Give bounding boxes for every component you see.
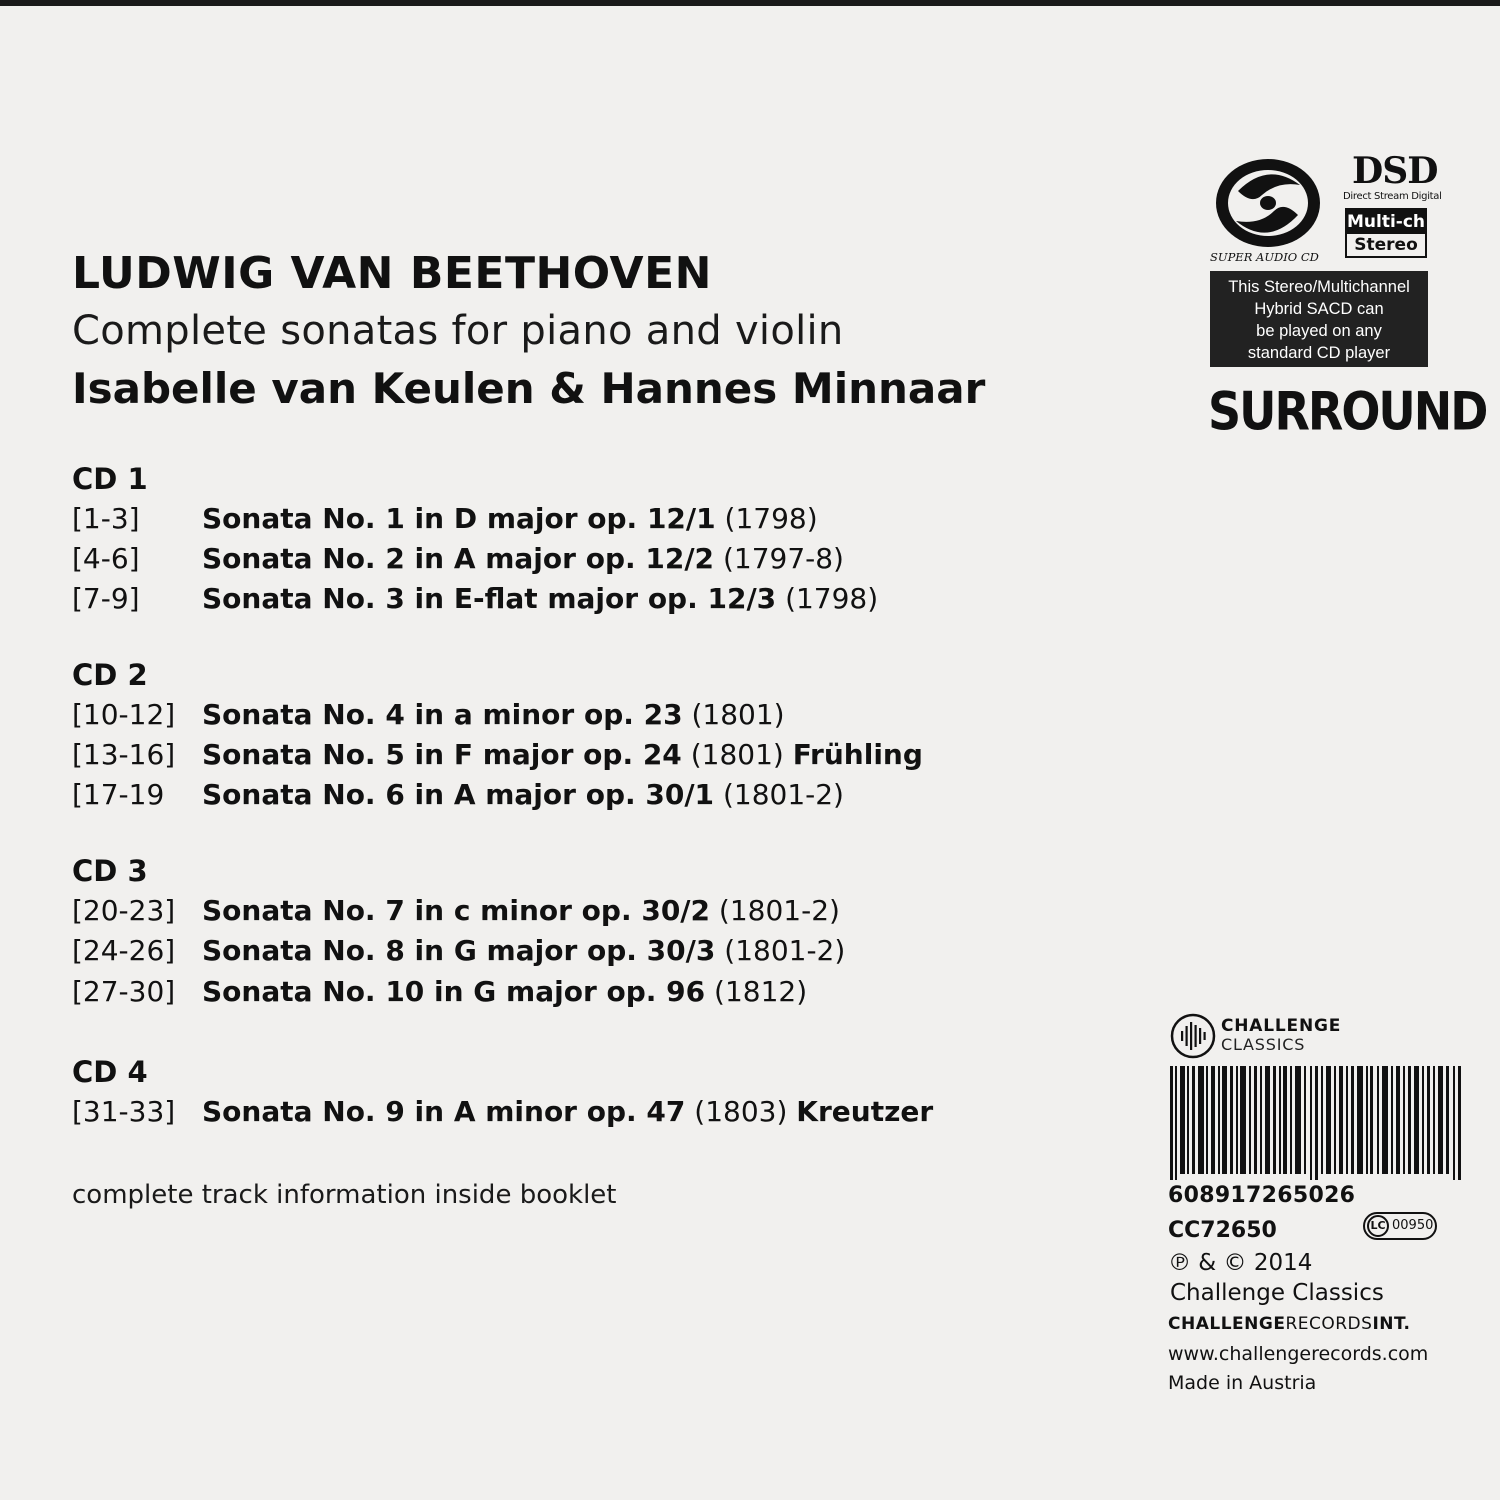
track-year: (1801-2): [718, 894, 840, 927]
top-border: [0, 0, 1500, 6]
track-year: (1797-8): [722, 542, 844, 575]
track-range: [24-26]: [72, 934, 176, 967]
label-name: Challenge Classics: [1170, 1280, 1384, 1306]
track-row: [72, 975, 1052, 1015]
label-logo-line2: CLASSICS: [1221, 1035, 1306, 1054]
records-wordmark: [1168, 1314, 1410, 1334]
barcode-number: 608917265026: [1168, 1183, 1356, 1208]
records-word1: CHALLENGE: [1168, 1314, 1286, 1334]
cd-heading: CD 4: [72, 1055, 148, 1089]
track-row: [72, 894, 1052, 934]
track-row: [72, 542, 1052, 582]
track-title: Sonata No. 3 in E-flat major op. 12/3: [202, 582, 777, 615]
track-title: Sonata No. 8 in G major op. 30/3: [202, 934, 716, 967]
track-row: [72, 582, 1052, 622]
track-year: (1798): [724, 502, 818, 535]
performers: Isabelle van Keulen & Hannes Minnaar: [72, 364, 986, 413]
track-year: (1801-2): [722, 778, 844, 811]
track-row: [72, 738, 1052, 778]
track-range: [7-9]: [72, 582, 140, 615]
multich-label: Multi-ch: [1347, 212, 1426, 232]
track-nickname: Frühling: [792, 738, 923, 771]
cd-heading: CD 2: [72, 658, 148, 692]
booklet-note: complete track information inside booklet: [72, 1180, 617, 1210]
track-row: [72, 934, 1052, 974]
track-year: (1801): [690, 738, 784, 771]
track-range: [27-30]: [72, 975, 176, 1008]
track-title: Sonata No. 1 in D major op. 12/1: [202, 502, 716, 535]
sacd-disc-icon: [1208, 155, 1334, 265]
records-word3: INT.: [1372, 1314, 1411, 1334]
track-title: Sonata No. 5 in F major op. 24: [202, 738, 682, 771]
composer-title: LUDWIG VAN BEETHOVEN: [72, 248, 712, 299]
track-title: Sonata No. 7 in c minor op. 30/2: [202, 894, 711, 927]
records-word2: RECORDS: [1285, 1314, 1373, 1334]
track-row: [72, 1095, 1052, 1135]
track-year: (1801-2): [724, 934, 846, 967]
hybrid-sacd-notice: [1210, 271, 1428, 367]
track-range: [31-33]: [72, 1095, 176, 1128]
sacd-label: SUPER AUDIO CD: [1210, 250, 1319, 264]
track-title: Sonata No. 6 in A major op. 30/1: [202, 778, 715, 811]
track-year: (1798): [785, 582, 879, 615]
track-row: [72, 698, 1052, 738]
country-of-manufacture: Made in Austria: [1168, 1372, 1317, 1394]
surround-logo: SURROUND: [1208, 380, 1487, 443]
track-range: [4-6]: [72, 542, 140, 575]
track-year: (1801): [691, 698, 785, 731]
dsd-logo: DSD: [1352, 150, 1438, 192]
barcode: [1170, 1066, 1466, 1180]
label-code-badge: [1363, 1212, 1437, 1240]
challenge-classics-logo-icon: [1170, 1013, 1216, 1059]
track-row: [72, 502, 1052, 542]
track-range: [13-16]: [72, 738, 176, 771]
copyright-line: ℗ & © 2014: [1168, 1250, 1313, 1276]
catalog-number: CC72650: [1168, 1218, 1277, 1243]
hybrid-line: standard CD player: [1247, 344, 1391, 362]
album-subtitle: Complete sonatas for piano and violin: [72, 308, 844, 354]
track-title: Sonata No. 10 in G major op. 96: [202, 975, 706, 1008]
label-logo-line1: CHALLENGE: [1221, 1016, 1342, 1036]
track-row: [72, 778, 1052, 818]
track-range: [10-12]: [72, 698, 176, 731]
cd-heading: CD 3: [72, 854, 148, 888]
lc-mark: LC: [1367, 1215, 1389, 1237]
website-link[interactable]: www.challengerecords.com: [1168, 1343, 1429, 1365]
track-title: Sonata No. 9 in A minor op. 47: [202, 1095, 686, 1128]
hybrid-line: This Stereo/Multichannel: [1228, 278, 1410, 296]
multichannel-badge: [1345, 208, 1427, 258]
track-title: Sonata No. 2 in A major op. 12/2: [202, 542, 715, 575]
track-range: [17-19: [72, 778, 165, 811]
cd-heading: CD 1: [72, 462, 148, 496]
stereo-label: Stereo: [1354, 235, 1418, 255]
track-title: Sonata No. 4 in a minor op. 23: [202, 698, 683, 731]
dsd-subtitle: Direct Stream Digital: [1343, 191, 1442, 202]
hybrid-line: Hybrid SACD can: [1254, 300, 1384, 318]
track-range: [1-3]: [72, 502, 140, 535]
track-year: (1803): [694, 1095, 788, 1128]
track-range: [20-23]: [72, 894, 176, 927]
track-year: (1812): [714, 975, 808, 1008]
track-nickname: Kreutzer: [796, 1095, 934, 1128]
hybrid-line: be played on any: [1256, 322, 1382, 340]
lc-number: 00950: [1392, 1218, 1434, 1233]
